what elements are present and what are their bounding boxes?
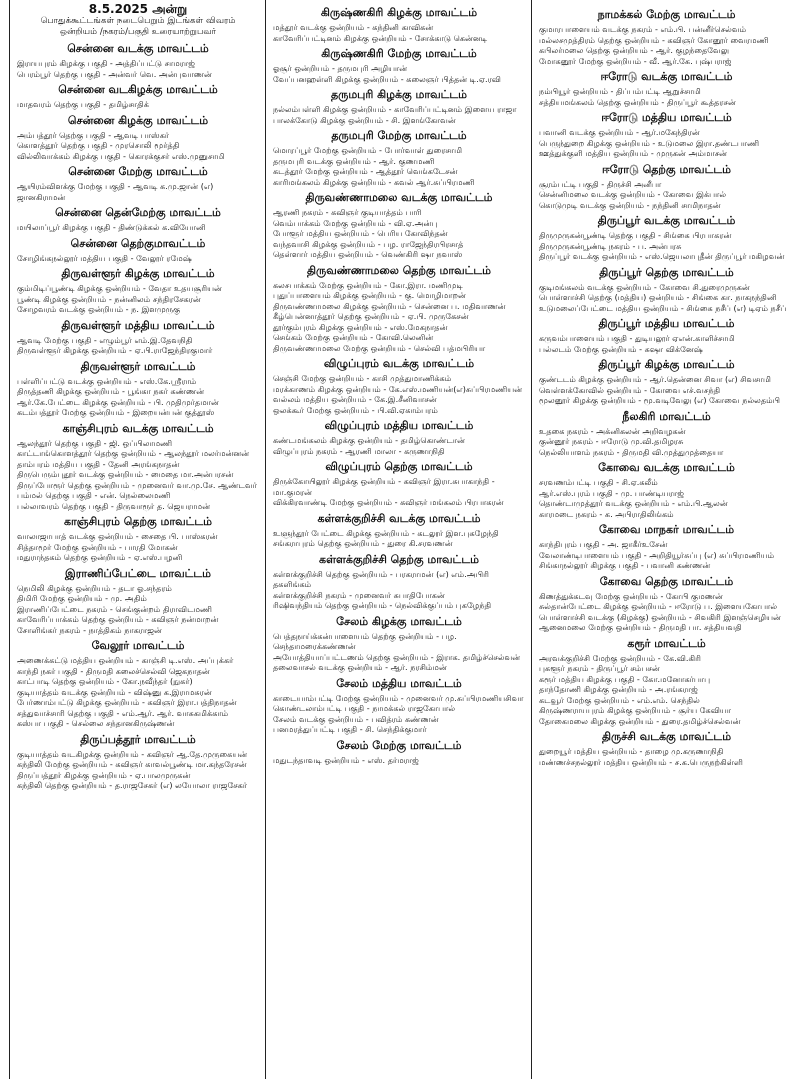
venue-speaker-entry: வேப்பனஹள்ளி கிழக்கு ஒன்றியம் - கலைஞர் பித்தன் டி.ஏ.ரவி bbox=[273, 73, 501, 84]
masthead-column-headers: ஒன்றியம் /நகரம்/பகுதி உரையாற்றுபவர் bbox=[59, 27, 217, 37]
district-section bbox=[17, 237, 259, 264]
district-section bbox=[17, 267, 259, 315]
venue-speaker-entry: கடத்தூர் மேற்கு ஒன்றியம் - ஆத்தூர் வெங்கடேசன் bbox=[273, 166, 458, 176]
venue-speaker-entry: காரிமங்கலம் கிழக்கு ஒன்றியம் - கவல் ஆர்.சுப்பிரமணி bbox=[273, 176, 475, 187]
district-heading: நாமக்கல் மேற்கு மாவட்டம் bbox=[597, 8, 736, 21]
venue-speaker-entry: காரமடை நகரம் - க. அபிராதிலிங்கம் bbox=[539, 508, 674, 519]
district-section bbox=[273, 419, 525, 456]
venue-speaker-entry: காட்டாங்கொளத்தூர் தெற்கு ஒன்றியம் - ஆலந்தூர் மலர்மன்னன் bbox=[17, 448, 250, 458]
venue-speaker-entry: கந்திலி தெற்கு ஒன்றியம் - த.ராஜசேகர் (எ) லயோலா ராஜசேகர் bbox=[17, 780, 248, 790]
district-heading: இராணிப்பேட்டை மாவட்டம் bbox=[65, 566, 211, 580]
district-section bbox=[17, 360, 259, 418]
venue-speaker-entry: திருப்போரூர் தெற்கு ஒன்றியம் - முனைவர் வா.மு.சே. ஆண்டவர் bbox=[17, 479, 257, 490]
district-heading: ஈரோடு மத்திய மாவட்டம் bbox=[601, 111, 732, 124]
venue-speaker-entry: ஆயிரம்விளக்கு மேற்கு பகுதி - ஆவடி க.மு.ஜான் (எ) ஜானகிராமன் bbox=[17, 181, 214, 202]
event-date: 8.5.2025 அன்று bbox=[88, 2, 188, 16]
district-section bbox=[273, 88, 525, 125]
district-section bbox=[17, 42, 259, 79]
district-section bbox=[539, 575, 794, 633]
district-heading: கோவை தெற்கு மாவட்டம் bbox=[599, 574, 734, 588]
venue-speaker-entry: வாலாஜாபாத் வடக்கு ஒன்றியம் - சைதை பி. பாஸ்கரன் bbox=[17, 531, 218, 541]
venue-speaker-entry: செங்கம் மேற்கு ஒன்றியம் - கோவி.லெனின் bbox=[273, 332, 434, 342]
venue-speaker-entry: காட்பாடி தெற்கு ஒன்றியம் - கோ.நவீந்தர் (நுகர்) bbox=[17, 676, 193, 686]
district-section bbox=[539, 266, 794, 314]
clipped-previous-line bbox=[539, 0, 794, 4]
venue-speaker-entry: கபிலர்மலை தெற்கு ஒன்றியம் - ஆர். குழந்தைவேலு bbox=[539, 45, 730, 55]
venue-speaker-entry: வில்லிவாக்கம் கிழக்கு பகுதி - கொரக்குசர் எஸ்.முனுசாமி bbox=[17, 150, 225, 161]
district-section bbox=[539, 637, 794, 727]
venue-speaker-entry: பெத்தநாய்க்கன்பாளையம் தெற்கு ஒன்றியம் - பழ. செந்தாமரைக்கண்ணன் bbox=[273, 630, 457, 651]
venue-speaker-entry: பல்லடம் மேற்கு ஒன்றியம் - சுஷா விக்னேஷ் bbox=[539, 343, 703, 354]
venue-speaker-entry: கஸ்பா பகுதி - செல்லை சந்தானகிருஷ்ணன் bbox=[17, 718, 175, 728]
venue-speaker-entry: குடியாத்தம் வடகிழக்கு ஒன்றியம் - கவிஞர் ஆ.தே.முருகையன் bbox=[17, 748, 248, 759]
venue-speaker-entry: சத்துவாச்சாரி தெற்கு பகுதி - எம்.ஆர். ஆர். வாசுகமிக்காம் bbox=[17, 707, 229, 718]
venue-speaker-entry: திருவண்ணாமலை மேற்கு ஒன்றியம் - செல்வி பத்மபிரியா bbox=[273, 342, 486, 353]
district-section bbox=[17, 422, 259, 512]
venue-speaker-entry: இராயபுரம் கிழக்கு பகுதி - அத்திப்பட்டு சாமராஜ் bbox=[17, 58, 195, 68]
district-heading: விழுப்புரம் தெற்கு மாவட்டம் bbox=[325, 460, 473, 473]
venue-speaker-entry: சூரம்பட்டி பகுதி - திருச்சி அனீபா bbox=[539, 178, 662, 189]
venue-speaker-entry: பெரம்பூர் தெற்கு பகுதி - அன்வர் வெ. அன்புவாணன் bbox=[17, 68, 212, 79]
venue-speaker-entry: குமாரபாளையம் வடக்கு நகரம் - எம்.பி. பன்னீர்செல்வம் bbox=[539, 24, 747, 34]
venue-speaker-entry: இராணிப்பேட்டை நகரம் - செங்குன்றம் திராவிடமணி bbox=[17, 603, 213, 614]
venue-speaker-entry: புதுப்பாளையம் கிழக்கு ஒன்றியம் - கு. மொழிமாறன் bbox=[273, 290, 466, 300]
district-heading: காஞ்சிபுரம் வடக்கு மாவட்டம் bbox=[62, 421, 214, 435]
venue-speaker-entry: பொள்ளாச்சி வடக்கு (கிழக்கு) ஒன்றியம் - சிவகிரி இளஞ்செழியன் bbox=[539, 611, 781, 622]
venue-speaker-entry: தோகைமலை கிழக்கு ஒன்றியம் - துரை.தமிழ்ச்செல்வன் bbox=[539, 715, 741, 726]
district-heading: கோவை வடக்கு மாவட்டம் bbox=[598, 461, 735, 474]
district-section bbox=[539, 214, 794, 262]
venue-speaker-entry: கருவம்பாளையம் பகுதி - துடியலூர் ஏஎன்.காளிச்சாமி bbox=[539, 333, 735, 343]
venue-speaker-entry: பூண்டி கிழக்கு ஒன்றியம் - நன்னிலம் சந்திரசேகரன் bbox=[17, 293, 201, 304]
venue-speaker-entry: பல்லாவரம் தெற்கு பகுதி - திருவாரூர் த. ஜெயராமன் bbox=[17, 500, 211, 511]
venue-speaker-entry: காவேரிப்பட்டினம் கிழக்கு ஒன்றியம் - சோக்காடு கென்னடி bbox=[273, 32, 488, 43]
venue-speaker-entry: கள்ளக்குறிச்சி நகரம் - முனைவர் சுபாதிபோகன் bbox=[273, 589, 445, 600]
venue-speaker-entry: அணைக்கட்டு மத்திய ஒன்றியம் - காஞ்சி டி.எஸ். அப்புக்கர் bbox=[17, 655, 234, 665]
venue-speaker-entry: திருவண்ணாமலை கிழக்கு ஒன்றியம் - சென்னை ப. மதிவாணன் bbox=[273, 300, 506, 311]
venue-speaker-entry: பவானி வடக்கு ஒன்றியம் - ஆர்.மகேந்திரன் bbox=[539, 127, 700, 137]
venue-speaker-entry: சேலம் வடக்கு ஒன்றியம் - பவித்ரம் கண்ணன் bbox=[273, 713, 439, 724]
district-heading: திருவண்ணாமலை தெற்கு மாவட்டம் bbox=[307, 263, 491, 277]
venue-speaker-entry: சிங்காநல்லூர் கிழக்கு பகுதி - பவானி கண்ணன் bbox=[539, 560, 711, 570]
district-heading: கள்ளக்குறிச்சி தெற்கு மாவட்டம் bbox=[319, 552, 479, 566]
venue-speaker-entry: சித்தாமூர் மேற்கு ஒன்றியம் - பாரதி மோகன் bbox=[17, 541, 178, 552]
venue-speaker-entry: குடிமங்கலம் வடக்கு ஒன்றியம் - கோவை சி.துரைமுருகன் bbox=[539, 281, 750, 292]
district-section bbox=[17, 206, 259, 233]
venue-speaker-entry: தருமபுரி வடக்கு ஒன்றியம் - ஆர். குணமணி bbox=[273, 155, 435, 166]
district-section bbox=[273, 264, 525, 354]
venue-speaker-entry: காந்தி நகர் பகுதி - திருமதி கலைச்செல்வி ஜெகநாதன் bbox=[17, 665, 210, 676]
venue-speaker-entry: மத்தூர் வடக்கு ஒன்றியம் - கந்தினி காவிகன் bbox=[273, 22, 434, 32]
district-section bbox=[273, 553, 525, 611]
venue-speaker-entry: பள்ளிப்பட்டு வடக்கு ஒன்றியம் - எஸ்.கே.ஸ்ரீராம் bbox=[17, 375, 197, 386]
venue-speaker-entry: கும்மிடிப்பூண்டி கிழக்கு ஒன்றியம் - வேதா உதயசூரியன் bbox=[17, 283, 222, 293]
venue-speaker-entry: ஆலந்தூர் தெற்கு பகுதி - ஜி. ஒப்பிலாமணி bbox=[17, 437, 173, 448]
venue-speaker-entry: கொண்டலாம்பட்டி பகுதி - நாமக்கல் ராஜகோபால் bbox=[273, 703, 456, 713]
venue-speaker-entry: ஆர்.எஸ்.புரம் பகுதி - மு. பாண்டியராஜ் bbox=[539, 487, 684, 498]
district-heading: நீலகிரி மாவட்டம் bbox=[622, 409, 711, 423]
district-section bbox=[273, 129, 525, 187]
venue-speaker-entry: திருப்பத்தூர் கிழக்கு ஒன்றியம் - ஏ.பாலமுருகன் bbox=[17, 769, 191, 780]
district-section bbox=[17, 114, 259, 162]
venue-speaker-entry: கரூர் மத்திய கிழக்கு பகுதி - கோ.மனோகர்பாபு bbox=[539, 673, 711, 684]
venue-speaker-entry: துறையூர் மத்திய ஒன்றியம் - தாழை மு.கருணாநிதி bbox=[539, 746, 724, 756]
district-heading: கோவை மாநகர் மாவட்டம் bbox=[598, 523, 735, 536]
venue-speaker-entry: பேர்ணாம்பட்டு கிழக்கு ஒன்றியம் - கவிஞர் இரா.பத்திநாதன் bbox=[17, 697, 237, 707]
district-heading: சென்னை வடக்கு மாவட்டம் bbox=[67, 42, 209, 55]
district-heading: திருவள்ளூர் மத்திய மாவட்டம் bbox=[61, 318, 215, 332]
district-heading: திருவள்ளூர் மாவட்டம் bbox=[80, 359, 196, 373]
masthead bbox=[17, 2, 259, 38]
venue-speaker-entry: கள்ளக்குறிச்சி தெற்கு ஒன்றியம் - பரகராமன் (எ) எம்.அபிரி தகளிங்கம் bbox=[273, 568, 489, 589]
district-heading: சேலம் மேற்கு மாவட்டம் bbox=[336, 738, 462, 752]
venue-speaker-entry: கிருஷ்ணராயபுரம் கிழக்கு ஒன்றியம் - சூர்ய கேவியா bbox=[539, 705, 732, 715]
district-heading: சென்னை மேற்கு மாவட்டம் bbox=[68, 165, 208, 178]
district-section bbox=[273, 460, 525, 508]
district-section bbox=[273, 677, 525, 735]
venue-speaker-entry: மாதவரம் தெற்கு பகுதி - தமிழ்சாதிக் bbox=[17, 99, 149, 109]
district-section bbox=[539, 111, 794, 159]
venue-speaker-entry: பொள்ளாச்சி தெற்கு (மத்திய) ஒன்றியம் - சிங்கை கா. நாகநந்தினி bbox=[539, 292, 777, 302]
district-section bbox=[17, 733, 259, 791]
venue-speaker-entry: தாந்தோணி கிழக்கு ஒன்றியம் - அ.ரங்கராஜ் bbox=[539, 684, 698, 694]
venue-speaker-entry: திருமுருகன்பூண்டி தெற்கு பகுதி - சிங்கை பிரபாகரன் bbox=[539, 230, 732, 240]
venue-speaker-entry: ஓசூர் ஒன்றியம் - தருமபுரி அழியான் bbox=[273, 63, 408, 73]
venue-speaker-entry: உடுமலைப்பேட்டை மத்திய ஒன்றியம் - சிங்கை நசீப் (எ) டிஏம் நசீப் bbox=[539, 302, 787, 313]
venue-speaker-entry: காவேரிப்பாக்கம் தெற்கு ஒன்றியம் - கவிஞர் நன்மாறன் bbox=[17, 614, 219, 624]
venue-speaker-entry: கொளத்தூர் தெற்கு பகுதி - முரசொலி மூர்த்தி bbox=[17, 140, 180, 150]
venue-speaker-entry: காடையாம்பட்டி மேற்கு ஒன்றியம் - முனைவர் மு.சுப்பிரமணியசிவா bbox=[273, 692, 524, 703]
venue-speaker-entry: சோழிங்கநல்லூர் மத்திய பகுதி - வேலூர் ரமேஷ் bbox=[17, 252, 192, 263]
venue-speaker-entry: மதுராந்தகம் தெற்கு ஒன்றியம் - ஏ.எஸ்.பழனி bbox=[17, 552, 183, 562]
venue-speaker-entry: கலசபாக்கம் மேற்கு ஒன்றியம் - கோ.இரா. மணிமுடி bbox=[273, 279, 463, 290]
district-section bbox=[539, 523, 794, 571]
district-section bbox=[539, 163, 794, 211]
district-section bbox=[17, 567, 259, 636]
venue-speaker-entry: ஊத்துக்குளி மத்திய ஒன்றியம் - முருகன் அம்மாசன் bbox=[539, 148, 728, 158]
venue-speaker-entry: மதுடந்தாவடி ஒன்றியம் - எஸ். தர்மராஜ் bbox=[273, 754, 419, 765]
venue-speaker-entry: கண்டமங்கலம் கிழக்கு ஒன்றியம் - தமிழ்கொண்டான் bbox=[273, 435, 465, 445]
venue-speaker-entry: மண்ணச்சநல்லூர் மத்திய ஒன்றியம் - ச.க.பெருநற்கிள்ளி bbox=[539, 756, 743, 767]
venue-speaker-entry: குண்டடம் கிழக்கு ஒன்றியம் - ஆர்.தென்னை சிவா (எ) சிவசாமி bbox=[539, 374, 771, 384]
venue-speaker-entry: திருமுருகன்பூண்டி நகரம் - ப. அன்பரசு bbox=[539, 240, 682, 251]
district-section bbox=[273, 739, 525, 766]
district-heading: வேலூர் மாவட்டம் bbox=[91, 639, 185, 652]
district-heading: தருமபுரி மேற்கு மாவட்டம் bbox=[331, 129, 467, 142]
district-section bbox=[539, 730, 794, 767]
venue-speaker-entry: மரக்காணம் கிழக்கு ஒன்றியம் - கே.எஸ்.மணியன்(எ)சுப்பிரமணியன் bbox=[273, 383, 523, 394]
venue-speaker-entry: உளுந்தூர் பேட்டை கிழக்கு ஒன்றியம் - கடலூர் இள.புகழேந்தி bbox=[273, 527, 499, 538]
venue-speaker-entry: சரவணம்பட்டி பகுதி - சி.ஏ.கலீம் bbox=[539, 477, 658, 487]
district-section bbox=[17, 515, 259, 563]
district-heading: திருப்பூர் தெற்கு மாவட்டம் bbox=[599, 265, 734, 279]
district-heading: திருப்பூர் கிழக்கு மாவட்டம் bbox=[598, 358, 735, 371]
district-heading: கரூர் மாவட்டம் bbox=[627, 636, 706, 650]
venue-speaker-entry: சத்தியமங்கலம் தெற்கு ஒன்றியம் - திருப்பூர் கூத்தரசன் bbox=[539, 96, 736, 107]
district-section bbox=[273, 47, 525, 84]
venue-speaker-entry: கடம்பத்தூர் மேற்கு ஒன்றியம் - இறையன்பன் குத்தூஸ் bbox=[17, 407, 215, 417]
district-heading: சேலம் கிழக்கு மாவட்டம் bbox=[336, 614, 462, 628]
district-heading: விழுப்புரம் மத்திய மாவட்டம் bbox=[324, 419, 474, 432]
column-1 bbox=[9, 0, 265, 1079]
district-heading: கிருஷ்ணகிரி கிழக்கு மாவட்டம் bbox=[320, 6, 478, 19]
venue-speaker-entry: கந்திலி மேற்கு ஒன்றியம் - கவிஞர் காவல்பூண்டி மா.கந்தரேசன் bbox=[17, 759, 247, 769]
venue-speaker-entry: ஆனைமலை மேற்கு ஒன்றியம் - திருமதி பா. சத்தியவதி bbox=[539, 622, 742, 632]
district-heading: சேலம் மத்திய மாவட்டம் bbox=[336, 676, 462, 690]
venue-speaker-entry: கடவூர் மேற்கு ஒன்றியம் - எம்.எம். செந்தில் bbox=[539, 694, 700, 705]
district-heading: சென்னை தென்மேற்கு மாவட்டம் bbox=[55, 206, 221, 219]
venue-speaker-entry: மயிலாப்பூர் கிழக்கு பகுதி - திண்டுக்கல் க.வியோனி bbox=[17, 222, 206, 232]
district-heading: திருப்பத்தூர் மாவட்டம் bbox=[80, 732, 196, 746]
venue-speaker-entry: விழுப்புரம் நகரம் - ஆரணி மாலா - கருணாநிதி bbox=[273, 445, 445, 456]
district-heading: கள்ளக்குறிச்சி வடக்கு மாவட்டம் bbox=[317, 511, 481, 525]
district-section bbox=[273, 512, 525, 549]
venue-speaker-entry: திருக்கோயிலூர் கிழக்கு ஒன்றியம் - கவிஞர் இரா.சுபாகாந்தி - மா.குமரன் bbox=[273, 476, 495, 497]
district-heading: ஈரோடு வடக்கு மாவட்டம் bbox=[600, 70, 733, 83]
venue-speaker-entry: நல்லம்பள்ளி கிழக்கு ஒன்றியம் - காவேரிப்பட்டினம் இளைய ராஜா bbox=[273, 104, 517, 114]
district-heading: திருப்பூர் மத்திய மாவட்டம் bbox=[598, 317, 735, 330]
venue-speaker-entry: காந்திபுரம் பகுதி - அ. ஜாகீர்உசேன் bbox=[539, 539, 668, 549]
district-heading: விழுப்புரம் வடக்கு மாவட்டம் bbox=[323, 357, 475, 370]
venue-speaker-entry: தொண்டாமுத்தூர் வடக்கு ஒன்றியம் - எம்.பி.ஆலன் bbox=[539, 498, 728, 508]
district-section bbox=[17, 319, 259, 356]
venue-speaker-entry: திருபெரும்புதூர் வடக்கு ஒன்றியம் - மைதை மா.அன்பரசன் bbox=[17, 469, 234, 479]
district-heading: காஞ்சிபுரம் தெற்கு மாவட்டம் bbox=[63, 515, 212, 528]
district-heading: தருமபுரி கிழக்கு மாவட்டம் bbox=[330, 88, 468, 101]
venue-speaker-entry: தலைவாசல் வடக்கு ஒன்றியம் - ஆர். நரசிம்மன் bbox=[273, 662, 447, 672]
venue-speaker-entry: வந்தவாசி கிழக்கு ஒன்றியம் - பழ. ராஜேந்திரபிரசாத் bbox=[273, 238, 464, 249]
district-section bbox=[17, 83, 259, 110]
venue-speaker-entry: நம்பியூர் ஒன்றியம் - திப்பம்பட்டி ஆறுச்சாமி bbox=[539, 86, 701, 96]
district-section bbox=[273, 191, 525, 260]
venue-speaker-entry: மூலனூர் கிழக்கு ஒன்றியம் - மூ.வடிவேலு (எ) கோவை நல்லதம்பி bbox=[539, 395, 781, 405]
district-heading: சென்னை தெற்குமாவட்டம் bbox=[70, 236, 206, 250]
venue-speaker-entry: புகளூர் நகரம் - திருப்பூர் சம்பசன் bbox=[539, 663, 660, 673]
venue-speaker-entry: நெமிலி கிழக்கு ஒன்றியம் - தடா ஓ.சந்தரம் bbox=[17, 582, 172, 593]
venue-speaker-entry: சோளிங்கர் நகரம் - நாத்திகம் நாகராஜன் bbox=[17, 624, 162, 635]
venue-speaker-entry: செஞ்சி மேற்கு ஒன்றியம் - காசி முத்துமாணிக்கம் bbox=[273, 373, 452, 383]
venue-speaker-entry: ரிஷிவந்தியம் தெற்கு ஒன்றியம் - நெல்விக்குப்பம் புகழேந்தி bbox=[273, 600, 492, 610]
venue-speaker-entry: போளூர் மத்திய ஒன்றியம் - பெரிய கோவிந்தன் bbox=[273, 228, 448, 238]
venue-speaker-entry: அயோத்தியாப்பட்டணம் தெற்கு ஒன்றியம் - இராக. தமிழ்ச்செல்வன் bbox=[273, 651, 521, 662]
venue-speaker-entry: ஆர்.கே.பேட்டை கிழக்கு ஒன்றியம் - பி. முதிமுர்தமான் bbox=[17, 396, 219, 407]
venue-speaker-entry: திருவள்ளூர் கிழக்கு ஒன்றியம் - ஏ.பி.ராஜேந்திரகுமார் bbox=[17, 345, 213, 355]
district-section bbox=[273, 615, 525, 673]
district-section bbox=[539, 410, 794, 458]
column-3 bbox=[531, 0, 800, 1079]
venue-speaker-entry: சங்கராபுரம் தெற்கு ஒன்றியம் - துரை கி.சரவணன் bbox=[273, 538, 453, 548]
district-section bbox=[17, 639, 259, 729]
district-section bbox=[539, 317, 794, 354]
venue-speaker-entry: வேலாண்டிபாளையம் பகுதி - அறிதியூர்சுப்பு (எ) சுப்பிரமணியம் bbox=[539, 549, 775, 560]
venue-speaker-entry: குன்னூர் நகரம் - ஈரோடு மு.வி.தமிழரசு bbox=[539, 436, 684, 446]
masthead-subtitle: பொதுக்கூட்டங்கள் நடைபெறும் இடங்கள் விவரம் bbox=[40, 16, 236, 26]
venue-speaker-entry: வல்லம் மத்திய ஒன்றியம் - கே.இ.சீனிவாசன் bbox=[273, 394, 437, 404]
district-heading: ஈரோடு தெற்கு மாவட்டம் bbox=[602, 162, 731, 176]
venue-speaker-entry: வெள்ளக்கோவில் ஒன்றியம் - கோவை எச்.வசந்தி bbox=[539, 384, 721, 395]
venue-speaker-entry: சென்னிமலை வடக்கு ஒன்றியம் - கோவை இக்பால் bbox=[539, 189, 727, 199]
venue-speaker-entry: அரவக்குறிச்சி மேற்கு ஒன்றியம் - கே.வி.கிரி bbox=[539, 652, 701, 663]
district-section bbox=[539, 8, 794, 66]
venue-speaker-entry: தெள்ளார் மத்திய ஒன்றியம் - வெண்கிரி ஷா நவாஸ் bbox=[273, 249, 463, 259]
district-section bbox=[539, 358, 794, 406]
venue-speaker-entry: மல்லசமுத்திரம் தெற்கு ஒன்றியம் - கவிஞர் கோனூர் வைரமணி bbox=[539, 34, 769, 45]
venue-speaker-entry: மொரப்பூர் மேற்கு ஒன்றியம் - போர்வாள் துரைசாமி bbox=[273, 145, 463, 155]
venue-speaker-entry: பெருந்துறை கிழக்கு ஒன்றியம் - உடுமலை இரா.தண்டபாணி bbox=[539, 137, 760, 148]
venue-speaker-entry: பாலக்கோடு கிழக்கு ஒன்றியம் - சி. இளங்கோவன் bbox=[273, 114, 456, 125]
venue-speaker-entry: கிணத்துக்கடவு மேற்கு ஒன்றியம் - கோபி குமணன் bbox=[539, 590, 723, 601]
venue-speaker-entry: மோகனூர் மேற்கு ஒன்றியம் - வீ. ஆர்.கே. புஷ்பராஜ் bbox=[539, 55, 732, 66]
district-section bbox=[539, 461, 794, 519]
district-section bbox=[273, 357, 525, 415]
venue-speaker-entry: பனமரத்துப்பட்டி பகுதி - சி. செந்திக்குமார் bbox=[273, 724, 427, 734]
venue-speaker-entry: பம்மல் தெற்கு பகுதி - என். நெல்லைமணி bbox=[17, 490, 171, 500]
district-heading: சென்னை வடகிழக்கு மாவட்டம் bbox=[58, 83, 218, 96]
venue-speaker-entry: உதகை நகரம் - அக்னிகலன் அறிவழகன் bbox=[539, 425, 686, 436]
venue-speaker-entry: தாம்பரம் மத்திய பகுதி - தேனி அரங்கநாதன் bbox=[17, 458, 180, 469]
district-heading: திருச்சி வடக்கு மாவட்டம் bbox=[601, 730, 732, 743]
venue-speaker-entry: தூர்கும்புரம் கிழக்கு ஒன்றியம் - எஸ்.மேகநாதன் bbox=[273, 321, 448, 332]
district-heading: கிருஷ்ணகிரி மேற்கு மாவட்டம் bbox=[321, 47, 477, 60]
district-heading: திருவள்ளூர் கிழக்கு மாவட்டம் bbox=[61, 267, 215, 280]
venue-speaker-entry: சோழவரம் வடக்கு ஒன்றியம் - ந. இளமுருகு bbox=[17, 304, 181, 314]
district-section bbox=[539, 70, 794, 107]
venue-speaker-entry: திருத்தணி கிழக்கு ஒன்றியம் - பூங்கா நகர் கண்ணன் bbox=[17, 386, 205, 396]
venue-speaker-entry: ஆரணி நகரம் - கவிஞர் குடியாத்தம் பாரி bbox=[273, 207, 422, 217]
venue-speaker-entry: வெம்பாக்கம் மேற்கு ஒன்றியம் - வி.ஏ.அன்பு bbox=[273, 217, 438, 228]
venue-speaker-entry: கீழ்பென்னாத்தூர் தெற்கு ஒன்றியம் - ஏ.பி. முருகேசன் bbox=[273, 311, 469, 321]
venue-speaker-entry: ஆவடி மேற்கு பகுதி - எழும்பூர் எம்.இ.தேவநிதி bbox=[17, 334, 193, 345]
column-2 bbox=[265, 0, 531, 1079]
venue-speaker-entry: திமிரி மேற்கு ஒன்றியம் - மு. அதிம் bbox=[17, 593, 147, 603]
venue-speaker-entry: விக்கிரவாண்டி மேற்கு ஒன்றியம் - கவிஞர் மங்கலம் பிரபாகரன் bbox=[273, 497, 504, 507]
venue-speaker-entry: நெல்லியாளம் நகரம் - திருமதி வி.முத்துமுத்தையா bbox=[539, 446, 724, 457]
venue-speaker-entry: ஒலக்கூர் மேற்கு ஒன்றியம் - பி.வி.ஏகாம்பரம் bbox=[273, 404, 438, 415]
venue-speaker-entry: திருப்பூர் வடக்கு ஒன்றியம் - எஸ்.ஜெயலாபுதீன் திருப்பூர் மகிழவன் bbox=[539, 251, 785, 261]
venue-speaker-entry: கொடுமுடி வடக்கு ஒன்றியம் - நந்தினி சாமிநாதன் bbox=[539, 199, 721, 210]
venue-speaker-entry: அம்பத்தூர் தெற்கு பகுதி - ஆவடி பாஸ்கர் bbox=[17, 129, 170, 140]
district-section bbox=[273, 6, 525, 43]
district-heading: திருப்பூர் வடக்கு மாவட்டம் bbox=[597, 214, 736, 227]
district-heading: திருவண்ணாமலை வடக்கு மாவட்டம் bbox=[305, 191, 493, 204]
venue-speaker-entry: சுல்தான்பேட்டை கிழக்கு ஒன்றியம் - ஈரோடு ப. இளையகோபால் bbox=[539, 601, 778, 611]
district-section bbox=[17, 165, 259, 202]
district-heading: சென்னை கிழக்கு மாவட்டம் bbox=[67, 113, 209, 127]
venue-speaker-entry: குடியாத்தம் வடக்கு ஒன்றியம் - விஷ்னு க.இராமசுரன் bbox=[17, 686, 212, 697]
